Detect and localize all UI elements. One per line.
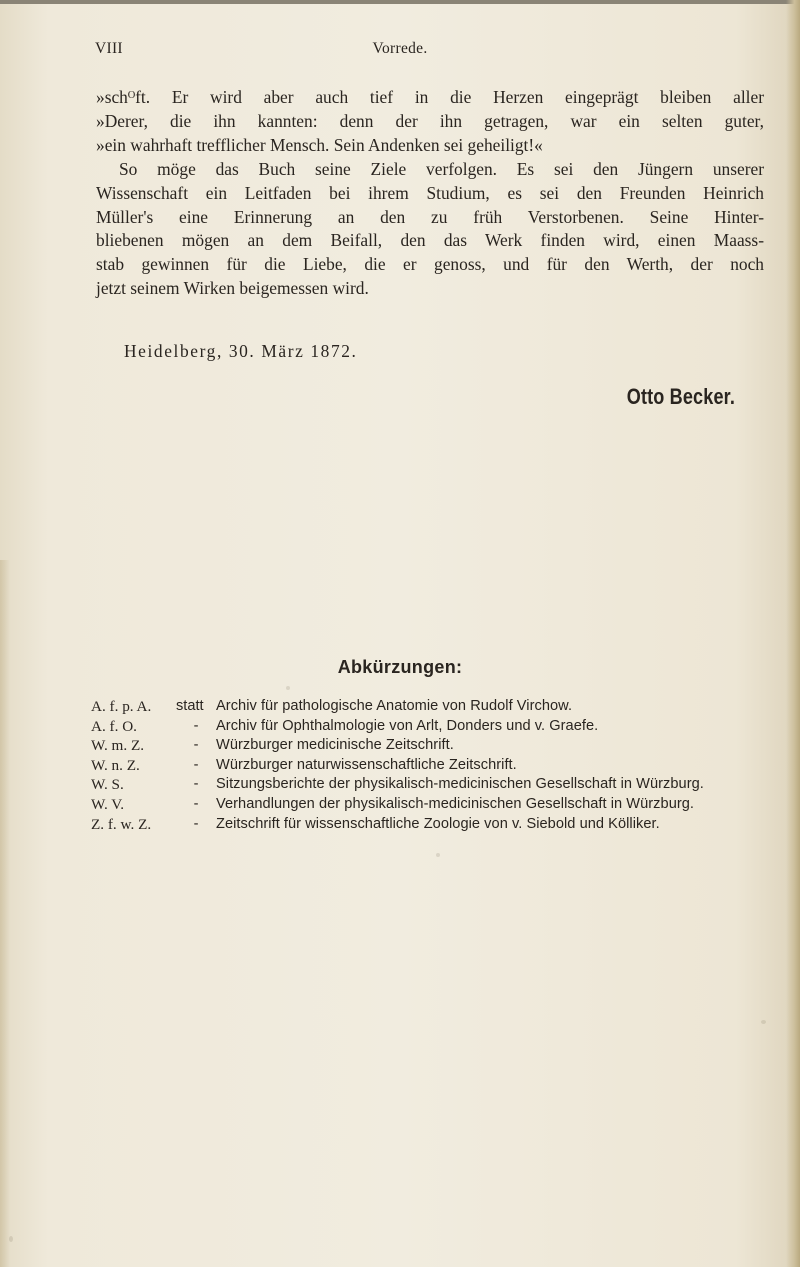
paper-spot <box>9 1236 13 1242</box>
body-line: Müller's eine Erinnerung an den zu früh Verstorbenen. Seine Hinter- <box>96 206 764 227</box>
abbreviation-row <box>91 795 771 815</box>
preface-body <box>96 86 764 301</box>
abbreviations-list <box>91 697 771 834</box>
body-line: Wissenschaft ein Leitfaden bei ihrem Studium, es sei den Freunden Heinrich <box>96 182 764 203</box>
abbreviation-code: W. n. Z. <box>91 756 140 774</box>
abbreviation-separator: - <box>193 795 199 812</box>
running-title: Vorrede. <box>372 40 428 57</box>
abbreviation-code: W. S. <box>91 776 124 794</box>
body-line: bliebenen mögen an dem Beifall, den das Werk finden wird, einen Maass- <box>96 230 764 251</box>
abbreviation-separator: - <box>193 737 199 754</box>
abbreviation-separator: statt <box>176 698 204 714</box>
abbreviation-row <box>91 736 771 756</box>
abbreviation-row <box>91 775 771 795</box>
page-edge-shadow-right <box>786 0 800 1267</box>
abbreviation-separator: - <box>193 717 199 734</box>
abbreviations-heading: Abkürzungen: <box>337 657 463 677</box>
abbreviation-code: W. m. Z. <box>91 737 145 755</box>
abbreviation-expansion: Sitzungsberichte der physikalisch-medicinischen Gesellschaft in Würzburg. <box>216 776 704 793</box>
page-number: VIII <box>95 40 123 57</box>
running-header <box>95 40 705 62</box>
author-signature: Otto Becker. <box>626 384 735 409</box>
abbreviation-row <box>91 697 771 717</box>
abbreviation-expansion: Archiv für Ophthalmologie von Arlt, Donders und v. Graefe. <box>216 717 599 734</box>
body-line: »Derer, die ihn kannten: denn der ihn getragen, war ein selten guter, <box>96 110 764 131</box>
abbreviation-code: Z. f. w. Z. <box>91 815 152 833</box>
body-line: jetzt seinem Wirken beigemessen wird. <box>96 278 369 299</box>
body-line: So möge das Buch seine Ziele verfolgen. Es sei den Jüngern unserer <box>119 158 764 179</box>
body-line: stab gewinnen für die Liebe, die er genoss, und für den Werth, der noch <box>96 254 764 275</box>
body-line: »schᴼft. Er wird aber auch tief in die Herzen eingeprägt bleiben aller <box>96 87 764 107</box>
abbreviation-expansion: Verhandlungen der physikalisch-medicinischen Gesellschaft in Würzburg. <box>216 795 695 812</box>
abbreviation-row <box>91 717 771 737</box>
abbreviation-code: A. f. O. <box>91 717 137 735</box>
abbreviation-separator: - <box>193 815 199 832</box>
abbreviation-expansion: Würzburger medicinische Zeitschrift. <box>216 737 454 754</box>
body-line: »ein wahrhaft trefflicher Mensch. Sein Andenken sei geheiligt!« <box>96 134 543 155</box>
abbreviation-code: A. f. p. A. <box>91 698 152 715</box>
abbreviation-row <box>91 756 771 776</box>
paper-spot <box>436 853 440 857</box>
abbreviation-code: W. V. <box>91 795 125 813</box>
abbreviation-separator: - <box>193 776 199 793</box>
abbreviation-expansion: Zeitschrift für wissenschaftliche Zoologie von v. Siebold und Kölliker. <box>216 815 660 832</box>
abbreviation-expansion: Archiv für pathologische Anatomie von Rudolf Virchow. <box>216 698 573 714</box>
abbreviation-expansion: Würzburger naturwissenschaftliche Zeitschrift. <box>216 756 517 773</box>
paper-spot <box>761 1020 766 1024</box>
top-border-line <box>0 0 800 4</box>
abbreviation-separator: - <box>193 756 199 773</box>
place-date-line: Heidelberg, 30. März 1872. <box>124 341 358 361</box>
abbreviation-row <box>91 815 771 835</box>
paper-spot <box>286 686 290 690</box>
